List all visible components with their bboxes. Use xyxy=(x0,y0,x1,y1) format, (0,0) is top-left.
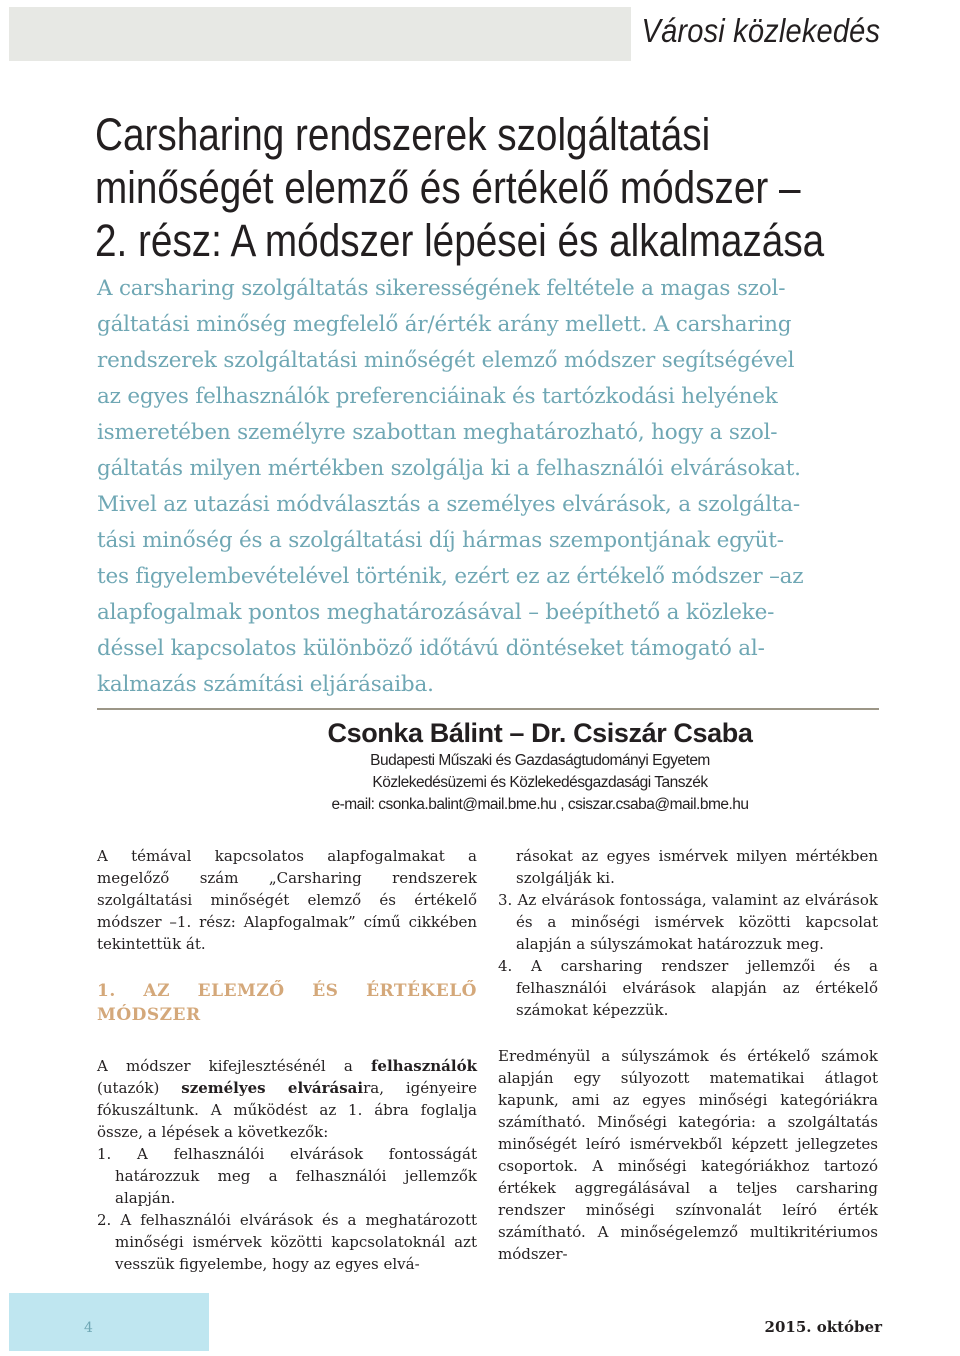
result-paragraph: Eredményül a súlyszámok és értékelő számok alapján egy súlyozott matematikai átlagot kapunk, ami az egyes minőségi kategóriákra számítható. Minőségi kategória: a szolgáltatás minőségét leíró ismérvekből képzett jellegzetes csoportok. A minőségi kategóriákhoz tartozó értékek aggregálásával a teljes carsharing rendszer minőségi színvonalát leíró érték számítható. A minőségelemző multikritériumos módszer- xyxy=(498,1047,878,1263)
lead-line: rendszerek szolgáltatási minőségét elemző módszer segítségével xyxy=(97,348,795,373)
lead-line: kalmazás számítási eljárásaiba. xyxy=(97,672,434,697)
intro-paragraph: A témával kapcsolatos alapfogalmakat a megelőző szám „Carsharing rendszerek szolgáltatási minőségét elemző és értékelő módszer –1. rész: Alapfogalmak” című cikkében tekintettük át. xyxy=(97,847,477,953)
bold-term: személyes elvárásai xyxy=(181,1079,364,1097)
list-item-3: 3. Az elvárások fontossága, valamint az elvárások és a minőségi ismérvek közötti kapcsolat alapján a súlyszámokat határozzuk meg. xyxy=(498,891,878,953)
lead-line: gáltatás milyen mértékben szolgálja ki a felhasználói elvárásokat. xyxy=(97,456,801,481)
lead-line: ismeretében személyre szabottan meghatározható, hogy a szol- xyxy=(97,420,778,445)
title-line: minőségét elemző és értékelő módszer – xyxy=(95,162,801,213)
list-item-1: 1. A felhasználói elvárások fontosságát határozzuk meg a felhasználói jellemzők alapján. xyxy=(97,1145,477,1207)
author-emails: e-mail: csonka.balint@mail.bme.hu , csiszar.csaba@mail.bme.hu xyxy=(331,796,749,813)
author-block xyxy=(120,716,960,816)
lead-line: gáltatási minőség megfelelő ár/érték arány mellett. A carsharing xyxy=(97,312,792,337)
list-item-2: 2. A felhasználói elvárások és a meghatározott minőségi ismérvek közötti kapcsolatoknál azt vesszük figyelembe, hogy az egyes elvá- xyxy=(97,1211,477,1273)
method-paragraph xyxy=(97,1055,477,1143)
affiliation-department: Közlekedésüzemi és Közlekedésgazdasági Tanszék xyxy=(372,774,708,791)
lead-line: az egyes felhasználók preferenciáinak és tartózkodási helyének xyxy=(97,384,778,409)
divider-rule xyxy=(97,708,879,710)
lead-line: tes figyelembevételével történik, ezért ez az értékelő módszer –az xyxy=(97,564,804,589)
issue-date: 2015. október xyxy=(764,1318,882,1336)
lead-line: déssel kapcsolatos különböző időtávú döntéseket támogató al- xyxy=(97,636,765,661)
page-number: 4 xyxy=(84,1320,93,1336)
list-item-4: 4. A carsharing rendszer jellemzői és a felhasználói elvárások alapján az értékelő számokat képezzük. xyxy=(498,957,878,1019)
author-names: Csonka Bálint – Dr. Csiszár Csaba xyxy=(327,718,753,748)
title-line: 2. rész: A módszer lépései és alkalmazása xyxy=(95,215,825,266)
article-title xyxy=(95,108,895,267)
text-run: ra, igényeire fókuszáltunk. A működést az 1. ábra foglalja össze, a lépések a következők: xyxy=(97,1079,477,1141)
section-heading: 1. AZ ELEMZŐ ÉS ÉRTÉKELŐ MÓDSZER xyxy=(97,981,477,1025)
left-column xyxy=(97,845,477,1275)
header-bar xyxy=(9,7,631,61)
lead-line: Mivel az utazási módválasztás a személyes elvárások, a szolgálta- xyxy=(97,492,800,517)
section-title: Városi közlekedés xyxy=(641,12,880,49)
lead-line: A carsharing szolgáltatás sikerességének feltétele a magas szol- xyxy=(97,276,786,301)
footer-bar xyxy=(9,1293,209,1351)
lead-line: alapfogalmak pontos meghatározásával – beépíthető a közleke- xyxy=(97,600,775,625)
affiliation-university: Budapesti Műszaki és Gazdaságtudományi Egyetem xyxy=(370,752,710,769)
lead-line: tási minőség és a szolgáltatási díj hármas szempontjának együt- xyxy=(97,528,784,553)
bold-term: felhasználók xyxy=(370,1057,477,1075)
article-lead xyxy=(97,271,881,703)
right-column xyxy=(498,845,878,1265)
list-item-2-continued: rásokat az egyes ismérvek milyen mértékben szolgálják ki. xyxy=(516,847,878,887)
title-line: Carsharing rendszerek szolgáltatási xyxy=(95,109,711,160)
text-run: (utazók) xyxy=(97,1079,182,1097)
text-run: A módszer kifejlesztésénél a xyxy=(97,1057,371,1075)
